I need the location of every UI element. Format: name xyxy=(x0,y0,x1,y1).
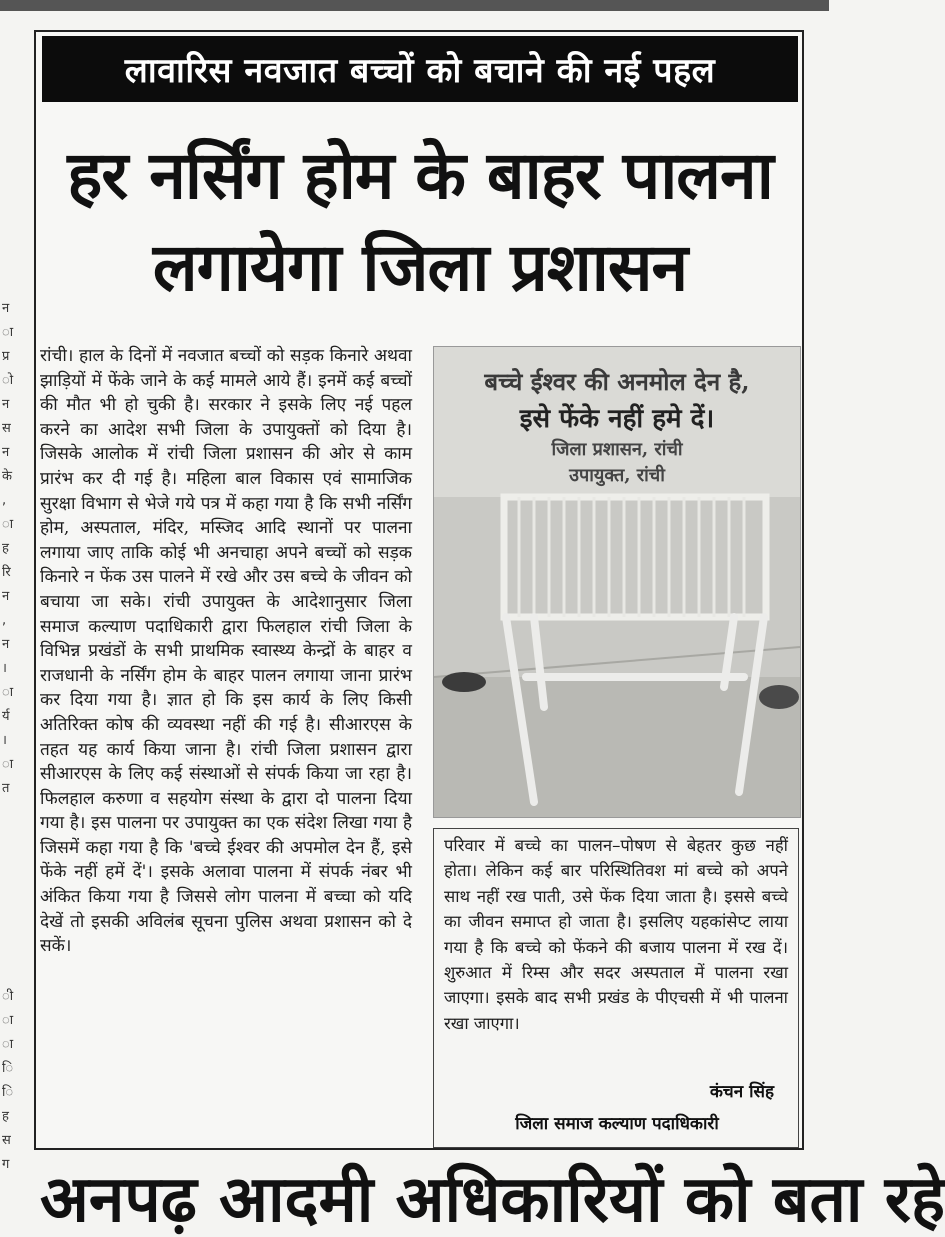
cradle-sign-line-2: इसे फेंके नहीं हमे दें। xyxy=(519,404,715,434)
next-article-headline: अनपढ़ आदमी अधिकारियों को बता रहे xyxy=(40,1163,945,1237)
cradle-photo xyxy=(433,346,801,818)
cradle-sign-line-3: जिला प्रशासन, रांची xyxy=(551,439,683,460)
headline-line-2: लगायेगा जिला प्रशासन xyxy=(152,229,688,306)
cradle-sign-line-1: बच्चे ईश्वर की अनमोल देन है, xyxy=(484,367,750,396)
quote-text: परिवार में बच्चे का पालन–पोषण से बेहतर कुछ नहीं होता। लेकिन कई बार परिस्थितिवश मां बच्चे को अपने साथ नहीं रख पाती, उसे फेंक दिया जाता है। इससे बच्चे का जीवन समाप्त हो जाता है। इसलिए यहकांसेप्ट लाया गया है कि बच्चे को फेंकने की बजाय पालना में रख दें। शुरुआत में रिम्स और सदर अस्पताल में पालना रखा जाएगा। इसके बाद सभी प्रखंड के पीएचसी में भी पालना रखा जाएगा। xyxy=(444,836,788,1033)
cradle-sign-line-4: उपायुक्त, रांची xyxy=(569,465,665,486)
official-quote-box xyxy=(433,828,799,1148)
quote-designation: जिला समाज कल्याण पदाधिकारी xyxy=(515,1114,719,1134)
headline-line-1: हर नर्सिंग होम के बाहर पालना xyxy=(67,137,773,214)
article-body: रांची। हाल के दिनों में नवजात बच्चों को सड़क किनारे अथवा झाड़ियों में फेंके जाने के कई मामले आये हैं। इनमें कई बच्चों की मौत भी हो चुकी है। सरकार ने इसके लिए नई पहल करने का आदेश सभी जिला के उपायुक्तों को दिया है। जिसके आलोक में रांची जिला प्रशासन की ओर से काम प्रारंभ कर दी गई है। महिला बाल विकास एवं सामाजिक सुरक्षा विभाग से भेजे गये पत्र में कहा गया है कि सभी नर्सिंग होम, अस्पताल, मंदिर, मस्जिद आदि स्थानों पर पालना लगाया जाए ताकि कोई भी अनचाहा अपने बच्चों को सड़क किनारे न फेंक उस पालने में रखे और उस बच्चे के जीवन को बचाया जा सके। रांची उपायुक्त के आदेशानुसार जिला समाज कल्याण पदाधिकारी द्वारा फिलहाल रांची जिला के विभिन्न प्रखंडों के सभी प्राथमिक स्वास्थ्य केन्द्रों के बाहर व राजधानी के नर्सिंग होम के बाहर पालन लगाया जाना प्रारंभ कर दिया गया है। ज्ञात हो कि इस कार्य के लिए किसी अतिरिक्त कोष की व्यवस्था नहीं की गई है। सीआरएस के तहत यह कार्य किया जाना है। रांची जिला प्रशासन द्वारा सीआरएस के लिए कई संस्थाओं से संपर्क किया जा रहा है। फिलहाल करुणा व सहयोग संस्था के द्वारा दो पालना दिया गया है। इस पालना पर उपायुक्त का एक संदेश लिखा गया है जिसमें कहा गया है कि 'बच्चे ईश्वर की अपमोल देन हैं, इसे फेंके नहीं हमें दें'। इसके अलावा पालना में संपर्क नंबर भी अंकित किया गया है जिससे लोग पालना में बच्चा को यदि देखें तो इसकी अविलंब सूचना पुलिस अथवा प्रशासन को दे सकें। xyxy=(40,346,412,957)
adjacent-column-fragment: न ा प्र ो न स न के , ा ह रि न , न । ा र्य । ा त ी ा ा ि ि ह स ग xyxy=(2,301,14,1172)
top-bar xyxy=(0,0,829,11)
kicker-banner: लावारिस नवजात बच्चों को बचाने की नई पहल xyxy=(42,36,798,102)
quote-author: कंचन सिंह xyxy=(709,1082,774,1102)
